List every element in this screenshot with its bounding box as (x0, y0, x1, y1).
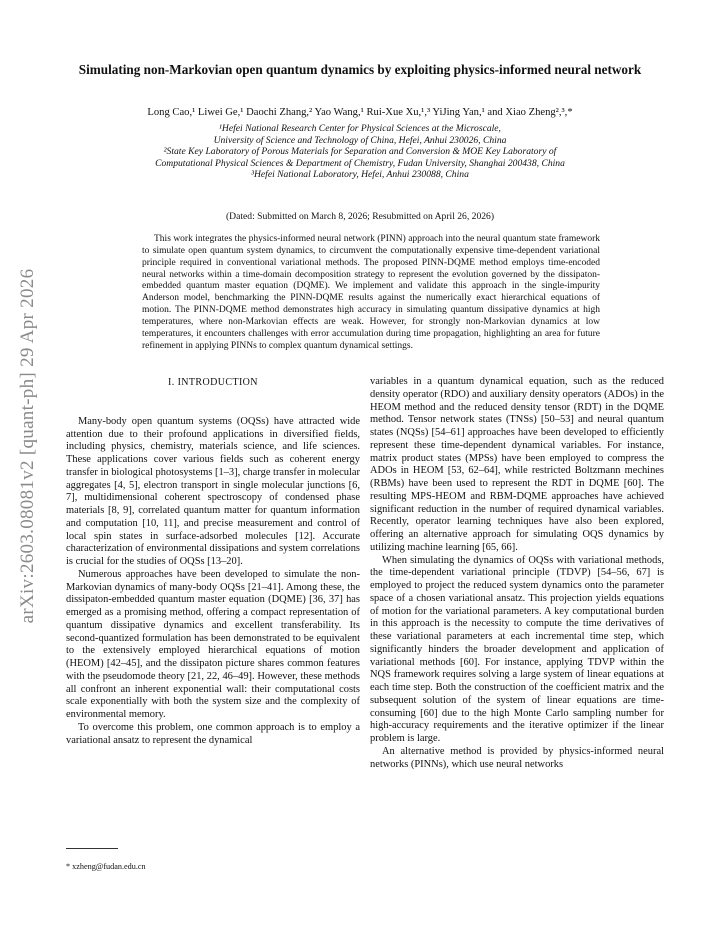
affiliations (60, 123, 660, 181)
right-column (370, 376, 664, 771)
submission-dates: (Dated: Submitted on March 8, 2026; Resubmitted on April 26, 2026) (225, 211, 495, 222)
paper-title: Simulating non-Markovian open quantum dynamics by exploiting physics-informed neural network (78, 62, 642, 77)
left-column (66, 376, 360, 747)
paragraph: variables in a quantum dynamical equation, such as the reduced density operator (RDO) and auxiliary density operators (ADOs) in the HEOM method and the reduced density tensor (RDT) in the DQME method. Tensor network states (TNSs) [50–53] and neural quantum states (NQSs) [54–61] approaches have been developed to efficiently represent these time-dependent dynamical variables. For instance, matrix product states (MPSs) have been employed to compress the ADOs in HEOM [53, 62–64], while restricted Boltzmann mechines (RBMs) have been used to represent the RDT in DQME [60]. The resulting MPS-HEOM and RBM-DQME approaches have achieved significant reduction in the number of required dynamical variables. Recently, operator learning techniques have also been explored, offering an alternative approach for simulating OQS dynamics by utilizing machine learning [65, 66]. (370, 376, 664, 553)
author-list: Long Cao,¹ Liwei Ge,¹ Daochi Zhang,² Yao Wang,¹ Rui-Xue Xu,¹,³ YiJing Yan,¹ and Xiao Zheng²,³,* (147, 107, 573, 118)
abstract (142, 234, 600, 352)
arxiv-side-stamp (6, 236, 50, 656)
affiliation-line: University of Science and Technology of China, Hefei, Anhui 230026, China (213, 134, 507, 146)
paragraph: Numerous approaches have been developed to simulate the non-Markovian dynamics of many-body OQSs [21–41]. Among these, the dissipaton-embedded quantum master equation (DQME) [36, 37] has emerged as a promising method, offering a compact representation of quantum dissipative dynamics and excellent transferability. Its second-quantized formulation has been demonstrated to be equivalent to the extensively employed hierarchical equations of motion (HEOM) [42–45], and the dissipaton picture shares common features with the pseudomode theory [21, 22, 46–49]. However, these methods all confront an inherent exponential wall: their computational costs scale exponentially with both the system size and the complexity of environmental memory. (66, 568, 360, 720)
affiliation-line: ³Hefei National Laboratory, Hefei, Anhui 230088, China (251, 169, 469, 181)
affiliation-line: Computational Physical Sciences & Department of Chemistry, Fudan University, Shanghai 200438, China (155, 157, 565, 169)
abstract-text: This work integrates the physics-informed neural network (PINN) approach into the neural quantum state framework to simulate open quantum system dynamics, to circumvent the computationally expensive time-dependent variational principle required in conventional variational methods. The proposed PINN-DQME method employs time-encoded neural networks within a time-domain decomposition strategy to represent the evolution governed by the dissipaton-embedded quantum master equation (DQME). We implement and validate this approach in the single-impurity Anderson model, benchmarking the PINN-DQME results against the numerically exact hierarchical equations of motion. The PINN-DQME method demonstrates high accuracy in simulating quantum dissipative dynamics at high temperatures, where non-Markovian effects are weak. However, for strongly non-Markovian dynamics at low temperatures, it encounters challenges with error accumulation during time propagation, highlighting an area for future refinement in applying PINNs to complex quantum dynamical settings. (142, 234, 600, 351)
affiliation-line: ¹Hefei National Research Center for Physical Sciences at the Microscale, (219, 123, 501, 134)
footnote-email: * xzheng@fudan.edu.cn (66, 862, 146, 871)
paragraph: An alternative method is provided by physics-informed neural networks (PINNs), which use neural networks (370, 745, 664, 770)
section-heading: I. INTRODUCTION (168, 377, 258, 388)
arxiv-identifier: arXiv:2603.08081v2 [quant-ph] 29 Apr 2026 (17, 268, 38, 624)
paragraph: Many-body open quantum systems (OQSs) have attracted wide attention due to their profound applications in diversified fields, including physics, chemistry, materials science, and life sciences. These applications cover various fields such as coherent energy transfer in biological photosystems [1–3], charge transfer in molecular aggregates [4, 5], electron transport in single molecular junctions [6, 7], multidimensional coherent spectroscopy of condensed phase materials [8, 9], correlated quantum matter for quantum information and computation [10, 11], and precise measurement and control of local spin states in surface-adsorbed molecules [12]. Accurate characterization of environmental dissipations and system correlations is crucial for the studies of OQSs [13–20]. (66, 415, 360, 567)
footnote-rule (66, 848, 118, 849)
affiliation-line: ²State Key Laboratory of Porous Materials for Separation and Conversion & MOE Key Laboratory of (163, 146, 557, 158)
paragraph: When simulating the dynamics of OQSs with variational methods, the time-dependent variational principle (TDVP) [54–56, 67] is employed to project the reduced system dynamics onto the parameter space of a chosen variational ansatz. This projection yields equations of motion for the variational parameters. A key computational burden in this approach is the necessity to compute the time derivatives of these variational parameters at each incremental time step, which significantly hinders the broader development and application of variational methods [60]. For instance, applying TDVP within the NQS framework requires solving a large system of linear equations at each time step. Both the construction of the coefficient matrix and the subsequent solution of the system of linear equations are time-consuming [60] due to the high Monte Carlo sampling number for high-accuracy requirements and the iterative optimizer if the linear problem is large. (370, 554, 664, 744)
paragraph: To overcome this problem, one common approach is to employ a variational ansatz to represent the dynamical (66, 721, 360, 746)
